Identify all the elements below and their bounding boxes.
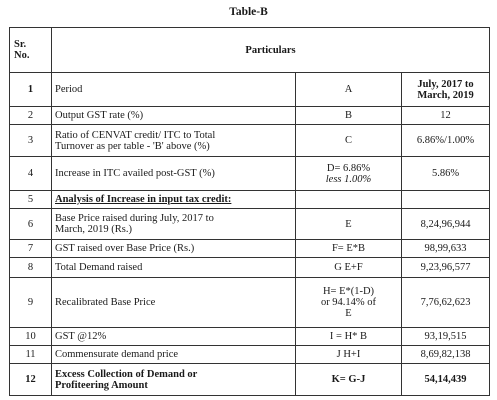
formula-line-1: D= 6.86%: [326, 162, 371, 174]
table-header-row: [10, 28, 490, 73]
row-value: 8,69,82,138: [402, 346, 490, 364]
row-sr: 1: [10, 73, 52, 107]
row-particular: GST @12%: [52, 328, 296, 346]
table-row: [10, 125, 490, 157]
table-row: [10, 191, 490, 209]
row-value: 93,19,515: [402, 328, 490, 346]
header-sr-no: Sr. No.: [10, 28, 52, 73]
row-sr: 11: [10, 346, 52, 364]
row-formula: G E+F: [296, 258, 402, 278]
row-sr: 7: [10, 240, 52, 258]
table-row: [10, 73, 490, 107]
row-formula: C: [296, 125, 402, 157]
table-row: [10, 209, 490, 240]
row-value: [402, 191, 490, 209]
row-formula: [296, 157, 402, 191]
row-sr: 4: [10, 157, 52, 191]
row-formula: A: [296, 73, 402, 107]
row-value: 98,99,633: [402, 240, 490, 258]
row-formula: I = H* B: [296, 328, 402, 346]
row-particular: GST raised over Base Price (Rs.): [52, 240, 296, 258]
row-particular: Excess Collection of Demand or Profiteering Amount: [52, 364, 296, 396]
row-sr: 2: [10, 107, 52, 125]
table-row: [10, 240, 490, 258]
table-row: [10, 157, 490, 191]
table-row: [10, 278, 490, 328]
table-row: [10, 364, 490, 396]
row-value: 5.86%: [402, 157, 490, 191]
row-formula: B: [296, 107, 402, 125]
row-particular: Ratio of CENVAT credit/ ITC to Total Turnover as per table - 'B' above (%): [52, 125, 296, 157]
table-row: [10, 107, 490, 125]
table-title: Table-B: [229, 6, 268, 18]
row-particular: Base Price raised during July, 2017 to March, 2019 (Rs.): [52, 209, 296, 240]
row-particular: Period: [52, 73, 296, 107]
row-sr: 10: [10, 328, 52, 346]
row-value: July, 2017 to March, 2019: [402, 73, 490, 107]
row-formula: H= E*(1-D) or 94.14% of E: [296, 278, 402, 328]
formula-line-2: less 1.00%: [325, 173, 372, 185]
row-formula: E: [296, 209, 402, 240]
row-value: 54,14,439: [402, 364, 490, 396]
header-particulars: Particulars: [52, 28, 490, 73]
row-particular: Commensurate demand price: [52, 346, 296, 364]
row-formula: F= E*B: [296, 240, 402, 258]
row-value: 9,23,96,577: [402, 258, 490, 278]
row-sr: 5: [10, 191, 52, 209]
row-sr: 6: [10, 209, 52, 240]
row-formula: J H+I: [296, 346, 402, 364]
row-value: 7,76,62,623: [402, 278, 490, 328]
row-particular: Output GST rate (%): [52, 107, 296, 125]
table-b: [9, 27, 490, 396]
row-particular: Increase in ITC availed post-GST (%): [52, 157, 296, 191]
row-formula: [296, 191, 402, 209]
row-value: 6.86%/1.00%: [402, 125, 490, 157]
row-sr: 3: [10, 125, 52, 157]
row-particular: Recalibrated Base Price: [52, 278, 296, 328]
row-particular: Total Demand raised: [52, 258, 296, 278]
row-particular: Analysis of Increase in input tax credit:: [52, 191, 296, 209]
row-formula: K= G-J: [296, 364, 402, 396]
table-row: [10, 328, 490, 346]
table-row: [10, 258, 490, 278]
row-sr: 8: [10, 258, 52, 278]
row-value: 12: [402, 107, 490, 125]
row-value: 8,24,96,944: [402, 209, 490, 240]
row-sr: 12: [10, 364, 52, 396]
row-sr: 9: [10, 278, 52, 328]
table-row: [10, 346, 490, 364]
